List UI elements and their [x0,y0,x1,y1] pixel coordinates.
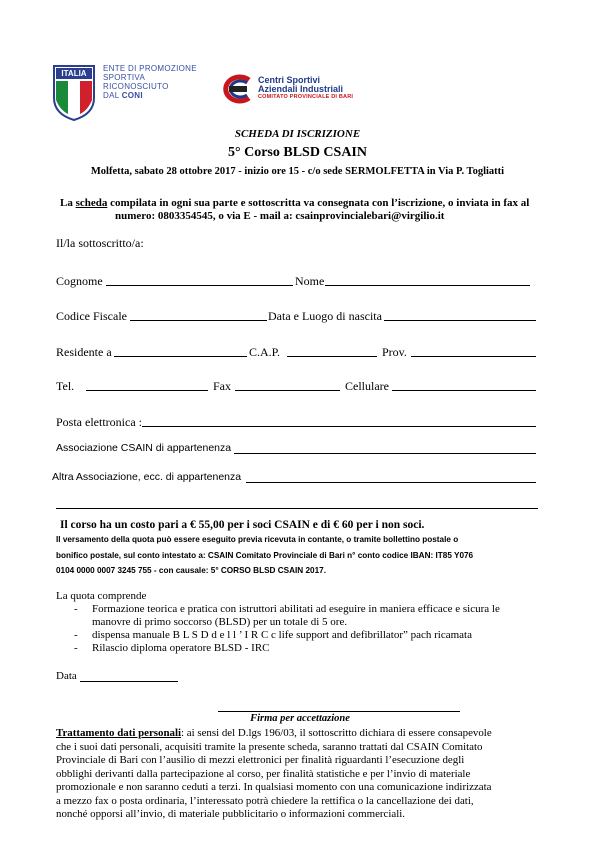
tel-label: Tel. [56,379,75,393]
csain-subtitle: COMITATO PROVINCIALE DI BARI [258,94,354,100]
fax-field[interactable] [235,390,340,391]
cognome-field[interactable] [106,285,293,286]
ente-line: RICONOSCIUTO [103,82,169,91]
intro-line2: numero: 0803354545, o via E - mail a: csainprovincialebari@virgilio.it [115,210,445,222]
coni-bold: CONI [121,91,143,100]
privacy-line: a mezzo fax o posta ordinaria, l’interessato potrà chiedere la rettifica o la cancellazione dei dati, [56,794,474,807]
intro-pre: La [60,197,76,209]
csain-line: Centri Sportivi [258,75,321,85]
nome-field[interactable] [325,285,530,286]
scheda-title: SCHEDA DI ISCRIZIONE [234,128,361,140]
ente-line: DAL CONI [103,91,143,100]
cap-field[interactable] [287,356,377,357]
quota-item [74,642,540,655]
cellulare-label: Cellulare [345,379,389,393]
sottoscritto-label: Il/la sottoscritto/a: [56,236,144,250]
privacy-line: obblighi derivanti dalla partecipazione al corso, per finalità statistiche e per l’invio di materiale [56,767,471,780]
codice-fiscale-label: Codice Fiscale [56,309,127,323]
data-luogo-field[interactable] [384,320,536,321]
italia-coni-shield-logo [52,64,96,122]
ente-promozione-text [103,64,197,100]
privacy-line: nonché opporsi all’invio, di materiale pubblicitario o informazioni commerciali. [56,808,406,820]
privacy-text: : ai sensi del D.lgs 196/03, il sottoscritto dichiara di essere consapevole [181,727,492,739]
prov-field[interactable] [411,356,536,357]
costo-main: Il corso ha un costo pari a € 55,00 per i soci CSAIN e di € 60 per i non soci. [60,519,425,531]
firma-field[interactable] [218,711,460,712]
italia-label: ITALIA [61,69,87,78]
residente-label: Residente a [56,345,112,359]
bullet-dash: - [74,629,78,641]
csain-name [258,76,343,94]
bullet-dash: - [74,642,78,654]
privacy-line: promozionale e non saranno ceduti a terzi. In qualsiasi momento con una comunicazione indirizzata [56,781,492,793]
cap-label: C.A.P. [249,345,281,359]
prov-label: Prov. [382,345,407,359]
codice-fiscale-field[interactable] [130,320,267,321]
quota-item-text: Formazione teorica e pratica con istruttori abilitati ad eseguire in maniera efficace e sicura le manovre di primo soccorso (BLSD) per un totale di 5 ore. [92,603,500,628]
privacy-line [56,727,546,741]
intro-line1 [60,197,560,209]
csain-logo-icon [219,74,255,104]
residente-field[interactable] [114,356,247,357]
data-luogo-label: Data e Luogo di nascita [268,309,382,323]
posta-field[interactable] [142,426,536,427]
quota-item-text: Rilascio diploma operatore BLSD - IRC [92,642,270,654]
costo-line3: 0104 0000 0007 3245 755 - con causale: 5° CORSO BLSD CSAIN 2017. [56,566,326,575]
csain-line: Aziendali Industriali [258,84,344,94]
posta-label: Posta elettronica : [56,415,142,429]
privacy-title: Trattamento dati personali [56,727,182,739]
firma-label: Firma per accettazione [250,713,350,724]
costo-line2: bonifico postale, sul conto intestato a: CSAIN Comitato Provinciale di Bari n° conto codice IBAN: IT85 Y076 [56,551,474,560]
quota-item [74,629,540,642]
associazione-field[interactable] [234,453,536,454]
fax-label: Fax [213,379,231,393]
data-label: Data [56,670,77,682]
cognome-label: Cognome [56,274,103,288]
altra-field[interactable] [246,482,536,483]
extra-field-line[interactable] [56,508,538,509]
corso-info: Molfetta, sabato 28 ottobre 2017 - inizio ore 15 - c/o sede SERMOLFETTA in Via P. Togliatti [90,166,505,177]
privacy-line: Provinciale di Bari con l’ausilio di mezzi elettronici per finalità riguardanti l’esecuzione degli [56,754,465,766]
quota-item-text: dispensa manuale B L S D d e l l ’ I R C c life support and defibrillator” pach ricamata [92,629,472,641]
bullet-dash: - [74,603,78,615]
ente-line: ENTE DI PROMOZIONE [103,64,197,73]
quota-list [74,603,540,655]
privacy-block [56,727,546,822]
quota-title: La quota comprende [56,590,147,602]
corso-title: 5° Corso BLSD CSAIN [227,145,367,160]
intro-scheda: scheda [75,197,108,209]
costo-line1: Il versamento della quota può essere eseguito previa ricevuta in contante, o tramite bollettino postale o [56,535,459,544]
tel-field[interactable] [86,390,208,391]
nome-label: Nome [295,274,325,288]
cellulare-field[interactable] [392,390,536,391]
data-field[interactable] [80,681,178,682]
intro-post: compilata in ogni sua parte e sottoscritta va consegnata con l’iscrizione, o inviata in fax al [107,197,530,209]
ente-line: SPORTIVA [103,73,146,82]
associazione-label: Associazione CSAIN di appartenenza [56,442,232,454]
altra-label: Altra Associazione, ecc. di appartenenza [52,471,242,483]
quota-item [74,603,540,629]
privacy-line: che i suoi dati personali, acquisiti tramite la presente scheda, saranno trattati dal CSAIN Comitato [56,740,483,753]
